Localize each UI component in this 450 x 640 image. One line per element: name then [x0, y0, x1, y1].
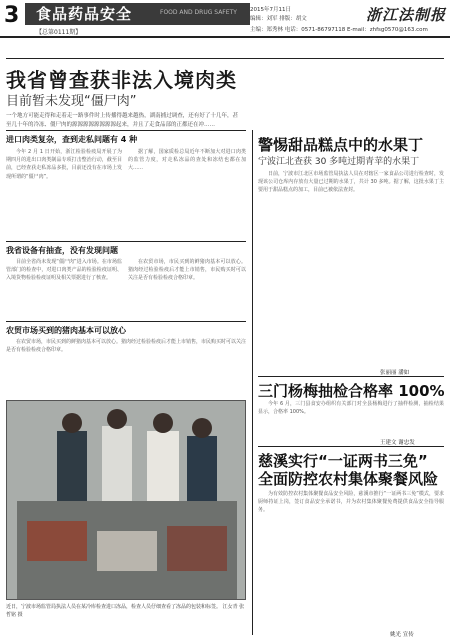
credit-line: 主编：郑秀林 电话：0571-86797118 E-mail：zhfsg0570@163.com [250, 27, 428, 33]
right-story-3-body [258, 490, 444, 630]
column-a [6, 148, 122, 240]
byline: 张丽丽 潘如 [380, 370, 410, 376]
column-b [128, 148, 246, 240]
section-subhead-1: 进口肉类复杂，查到走私问题有 4 种 [6, 135, 138, 144]
article-paragraph: 今年 2 月 1 日开始，浙江检验检疫局开展了为期四月的进出口肉类制品专项打击整治行动，截至目前，已经查获走私冻品多批，目前还没有在市场上发现所谓的“僵尸肉”。 [6, 149, 122, 180]
caption-text: 近日，宁波市场监管局执法人员在某冷库检查进口冻品，检查人员仔细查看了冻品的包装和标签。 [6, 604, 222, 610]
lead-paragraph: 一个地方可能走得和走着走一路事件时上传播得越来越热，湖南捕过调查，还有好了十几年，甚至几十年的冷冻、僵尸肉的源源源源源源源源起来，并且了走食品部的正都还在冲…… [6, 113, 238, 128]
section-en: FOOD AND DRUG SAFETY [160, 9, 237, 16]
inspection-photo [6, 400, 246, 600]
article-paragraph: 在农贸市场，市民买到的鲜猪肉基本可以放心。猪肉经过检验检疫后才能上市销售，市民购买时可以关注是否有检验检疫合格印章。 [128, 259, 246, 282]
right-story-1-body [258, 170, 444, 360]
article-paragraph: 目前全省尚未发现“僵尸肉”进入市场。在市场监管部门的检查中，对进口肉类产品的检验检疫证明、入境货物检验检疫证明及相关票据进行了核查。 [6, 259, 122, 282]
divider [6, 241, 246, 242]
divider [258, 376, 444, 377]
right-headline-1: 警惕甜品糕点中的水果丁 [258, 136, 424, 154]
divider [6, 58, 444, 59]
issue-date: 2015年7月11日 [250, 7, 291, 13]
photo-illustration [7, 401, 246, 600]
section-title: 食品药品安全 [36, 5, 133, 23]
right-headline-2: 三门杨梅抽检合格率 100% [258, 382, 445, 400]
article-paragraph: 据了解，国家质检总局近年不断加大对进口肉类的监管力度，对走私冻品的查处和冻结也都在加大…… [128, 149, 246, 172]
column-d [128, 258, 246, 320]
right-subheadline-1: 宁波江北查获 30 多吨过期青苹的水果丁 [258, 157, 420, 167]
divider [6, 321, 246, 322]
column-c [6, 258, 122, 320]
main-headline: 我省曾查获非法入境肉类 [6, 68, 237, 92]
section-code: 【总第0111期】 [36, 29, 82, 36]
photo-credit: 江女青 张哲铭 摄 [6, 604, 245, 618]
byline: 王建文 谢忠发 [380, 440, 415, 446]
main-subheadline: 目前暂未发现“僵尸肉” [6, 94, 137, 109]
section-subhead-2: 我省设备有抽查，没有发现问题 [6, 246, 118, 255]
article-paragraph: 今年 6 月，三门县食安办组织有关部门对全县杨梅进行了抽样检测，抽检结果显示，合格率 100%。 [258, 401, 444, 416]
page-number: 3 [4, 3, 20, 28]
masthead [0, 0, 450, 38]
section-subhead-3: 农贸市场买到的猪肉基本可以放心 [6, 326, 126, 335]
divider [6, 130, 246, 131]
column-e [6, 338, 246, 398]
right-story-2-body [258, 400, 444, 438]
right-headline-3b: 全面防控农村集体聚餐风险 [258, 470, 439, 488]
byline: 姚光 宣传 [390, 632, 414, 638]
article-paragraph: 日前，宁波市江北区市场监管局执法人员在对辖区一家食品公司进行检查时，发现该公司仓库内存放有大量已过期的水果丁，共计 30 多吨。据了解，这批水果丁主要用于甜品糕点的加工，目前已被依法查封。 [258, 171, 444, 194]
article-paragraph: 为有效防控农村集体聚餐食品安全风险，慈溪市推行“一证两书三免”模式，要求厨师持证上岗，签订食品安全承诺书，并为农村集体聚餐免费提供食品安全指导服务。 [258, 491, 444, 514]
newspaper-brand: 浙江法制报 [365, 6, 446, 24]
column-divider [252, 130, 253, 635]
right-headline-3: 慈溪实行“一证两书三免” [258, 452, 428, 470]
editor-line: 编辑：刘军 排版：胡文 [250, 16, 307, 22]
article-paragraph: 在农贸市场，市民买到的鲜猪肉基本可以放心。猪肉经过检验检疫后才能上市销售，市民购买时可以关注是否有检验检疫合格印章。 [6, 339, 246, 354]
photo-caption [6, 604, 246, 619]
divider [258, 446, 444, 447]
